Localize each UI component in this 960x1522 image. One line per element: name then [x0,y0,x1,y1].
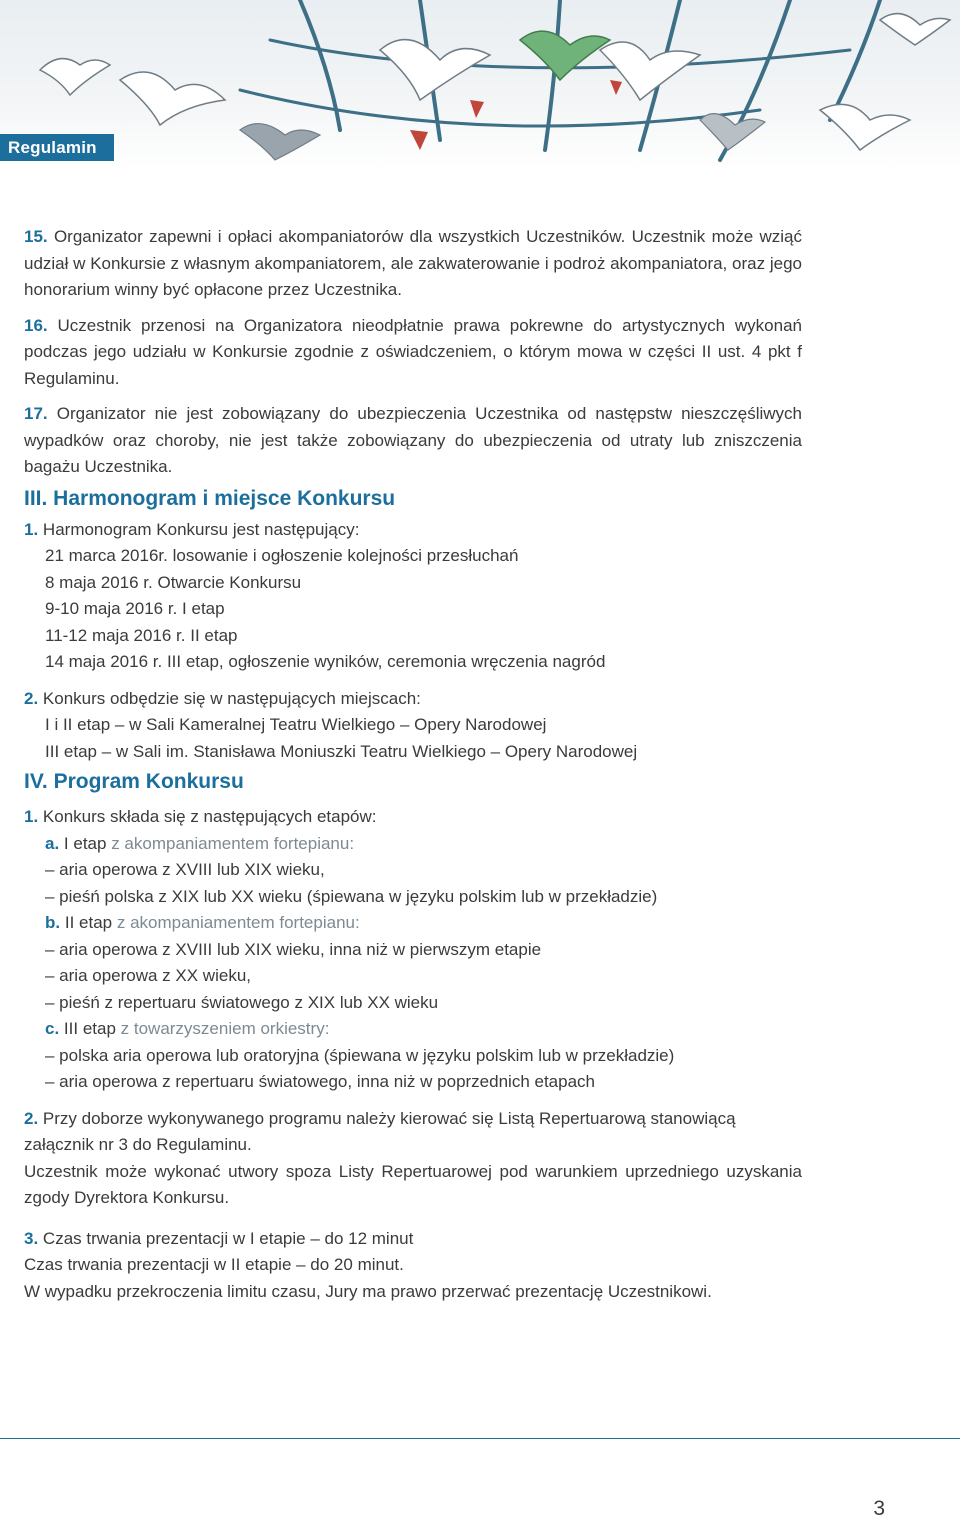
stage-item: – aria operowa z XVIII lub XIX wieku, inna niż w pierwszym etapie [45,939,542,959]
item-number: 1. [24,519,39,539]
stage-item: – aria operowa z XVIII lub XIX wieku, [45,860,325,879]
schedule-entry: 21 marca 2016r. losowanie i ogłoszenie kolejności przesłuchań [45,546,519,565]
stage-item: – aria operowa z XX wieku, [45,966,251,985]
venue-list [24,712,802,765]
stage-b: b. II etap z akompaniamentem fortepianu: [45,913,360,932]
stage-list [24,831,802,1096]
duration-block [24,1221,802,1306]
stage-a: a. I etap z akompaniamentem fortepianu: [45,833,355,853]
duration-line-3: W wypadku przekroczenia limitu czasu, Jury ma prawo przerwać prezentację Uczestnikowi. [24,1281,712,1301]
rule-text: Organizator zapewni i opłaci akompaniatorów dla wszystkich Uczestników. Uczestnik może wziąć udział w Konkursie z własnym akompaniatorem, ale zakwaterowanie i podroż akompaniatora, oraz jego honorarium winny być opłacone przez Uczestnika. [24,227,802,299]
rule-15 [24,224,802,304]
schedule-entry: 9-10 maja 2016 r. I etap [45,599,225,618]
item-text: Harmonogram Konkursu jest następujący: [42,519,360,539]
section-tag [0,133,115,162]
birds-and-cage-illustration [0,0,960,168]
item-text: Konkurs odbędzie się w następujących miejscach: [42,688,421,708]
stage-item: – pieśń z repertuaru światowego z XIX lub XX wieku [45,992,439,1012]
duration-line-1: Czas trwania prezentacji w I etapie – do 12 minut [42,1228,414,1248]
footer-divider [0,1438,960,1439]
rule-17 [24,401,802,481]
schedule-entry: 14 maja 2016 r. III etap, ogłoszenie wyników, ceremonia wręczenia nagród [45,652,606,671]
venue-entry: I i II etap – w Sali Kameralnej Teatru Wielkiego – Opery Narodowej [45,715,547,734]
stages-block [24,800,802,1096]
item-text: Przy doborze wykonywanego programu należy kierować się Listą Repertuarową stanowiącą załącznik nr 3 do Regulaminu. [24,1108,736,1154]
duration-line-2: Czas trwania prezentacji w II etapie – do 20 minut. [24,1255,404,1274]
schedule-entry: 11-12 maja 2016 r. II etap [45,625,238,645]
rule-number: 15. [24,227,48,246]
stage-item: – polska aria operowa lub oratoryjna (śpiewana w języku polskim lub w przekładzie) [45,1045,675,1065]
item-number: 3. [24,1228,39,1248]
venue-entry: III etap – w Sali im. Stanisława Moniuszki Teatru Wielkiego – Opery Narodowej [45,741,638,761]
item-number: 2. [24,1108,39,1128]
repertoire-block [24,1106,802,1212]
stage-item: – aria operowa z repertuaru światowego, inna niż w poprzednich etapach [45,1072,595,1091]
item-number: 1. [24,807,39,826]
item-text-2: Uczestnik może wykonać utwory spoza Listy Repertuarowej pod warunkiem uprzedniego uzyskania zgody Dyrektora Konkursu. [24,1161,802,1207]
rule-16 [24,313,802,393]
item-number: 2. [24,688,39,708]
header-illustration [0,0,960,168]
schedule-block [24,517,802,676]
rule-number: 16. [24,315,48,335]
venues-block [24,686,802,766]
schedule-list [24,543,802,676]
section-tag-label: Regulamin [8,138,97,157]
stage-item: – pieśń polska z XIX lub XX wieku (śpiewana w języku polskim lub w przekładzie) [45,886,658,906]
rule-text: Organizator nie jest zobowiązany do ubezpieczenia Uczestnika od następstw nieszczęśliwych wypadków oraz choroby, nie jest także zobowiązany do ubezpieczenia od utraty lub zniszczenia bagażu Uczestnika. [24,404,802,476]
section-heading-harmonogram: III. Harmonogram i miejsce Konkursu [24,486,396,510]
section-heading-program: IV. Program Konkursu [24,770,244,793]
schedule-entry: 8 maja 2016 r. Otwarcie Konkursu [45,572,302,592]
stage-c: c. III etap z towarzyszeniem orkiestry: [45,1019,330,1038]
document-body [24,224,802,1314]
rule-text: Uczestnik przenosi na Organizatora nieodpłatnie prawa pokrewne do artystycznych wykonań podczas jego udziału w Konkursie zgodnie z oświadczeniem, o którym mowa w części II ust. 4 pkt f Regulaminu. [24,315,802,388]
item-text: Konkurs składa się z następujących etapów: [42,807,377,826]
rule-number: 17. [24,404,48,423]
page-number: 3 [873,1497,885,1520]
